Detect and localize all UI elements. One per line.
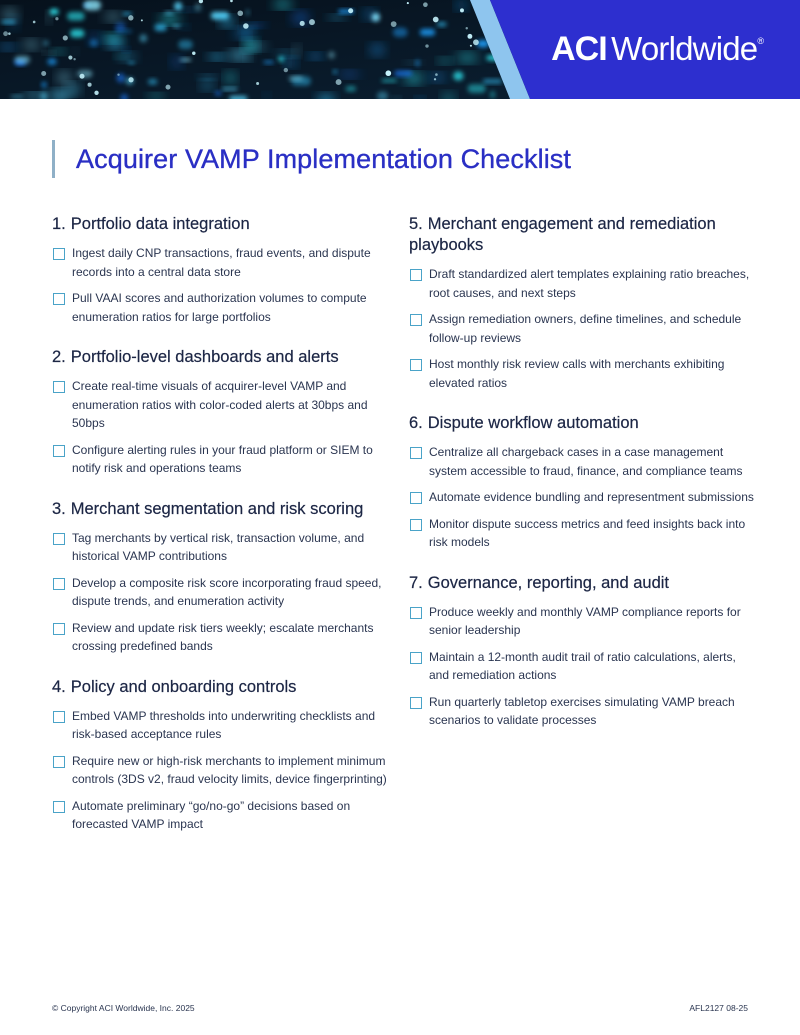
checklist-item <box>409 443 754 480</box>
section-number: 5. <box>409 215 423 233</box>
checkbox-icon[interactable] <box>410 359 422 371</box>
light-dot <box>47 58 56 65</box>
section-heading <box>52 499 387 520</box>
checklist-section <box>52 347 387 478</box>
checklist-item <box>52 441 387 478</box>
section-heading <box>52 214 387 235</box>
checkbox-icon[interactable] <box>53 623 65 635</box>
light-dot <box>289 76 303 80</box>
checklist-item-text: Monitor dispute success metrics and feed insights back into risk models <box>429 516 746 549</box>
light-spark <box>88 83 92 87</box>
light-dot <box>283 60 289 65</box>
light-dot <box>340 72 359 77</box>
light-spark <box>435 73 438 76</box>
checklist-item-text: Produce weekly and monthly VAMP compliance reports for senior leadership <box>429 604 741 637</box>
checklist-section <box>52 499 387 656</box>
light-spark <box>41 71 46 76</box>
light-spark <box>336 79 342 85</box>
light-dot <box>278 56 284 62</box>
light-dot <box>149 94 163 98</box>
light-spark <box>385 70 391 76</box>
light-dot <box>329 15 344 19</box>
section-heading <box>52 677 387 698</box>
light-dot <box>104 34 119 41</box>
light-spark <box>128 15 133 20</box>
light-spark <box>192 52 195 55</box>
checkbox-icon[interactable] <box>410 519 422 531</box>
light-spark <box>128 77 133 82</box>
checklist-item-text: Automate preliminary “go/no-go” decisions based on forecasted VAMP impact <box>72 798 351 831</box>
light-spark <box>68 55 72 59</box>
light-dot <box>453 71 463 80</box>
light-spark <box>256 82 259 85</box>
light-dot <box>490 91 496 99</box>
checkbox-icon[interactable] <box>410 652 422 664</box>
light-dot <box>457 2 466 9</box>
checklist-item-text: Host monthly risk review calls with merchants exhibiting elevated ratios <box>429 357 725 390</box>
light-dot <box>105 13 121 20</box>
checklist-item-text: Require new or high-risk merchants to implement minimum controls (3DS v2, fraud velocity limits, device fingerprinting) <box>72 753 387 786</box>
checkbox-icon[interactable] <box>53 801 65 813</box>
checkbox-icon[interactable] <box>53 578 65 590</box>
light-spark <box>348 8 353 13</box>
light-dot <box>275 2 292 8</box>
light-dot <box>11 95 23 98</box>
section-title: Merchant engagement and remediation playbooks <box>409 215 716 254</box>
light-dot <box>70 29 84 37</box>
checklist-item <box>52 529 387 566</box>
light-dot <box>178 40 193 49</box>
light-dot <box>15 56 30 64</box>
checkbox-icon[interactable] <box>53 293 65 305</box>
light-dot <box>215 91 222 95</box>
light-spark <box>166 85 171 90</box>
light-dot <box>128 61 134 64</box>
section-number: 1. <box>52 215 66 233</box>
light-dot <box>420 29 435 36</box>
light-dot <box>229 96 247 99</box>
checkbox-icon[interactable] <box>53 711 65 723</box>
checklist-item <box>409 648 754 685</box>
light-dot <box>328 51 335 59</box>
left-column <box>52 214 387 855</box>
light-dot <box>394 71 412 76</box>
checkbox-icon[interactable] <box>53 381 65 393</box>
light-dot <box>77 70 92 78</box>
light-spark <box>309 19 315 25</box>
logo-wordmark: Worldwide <box>611 30 758 67</box>
checklist-item-text: Maintain a 12-month audit trail of ratio calculations, alerts, and remediation actions <box>429 649 736 682</box>
section-number: 4. <box>52 677 66 696</box>
light-spark <box>300 21 305 26</box>
light-dot <box>90 39 98 46</box>
checkbox-icon[interactable] <box>53 756 65 768</box>
checklist-item-text: Review and update risk tiers weekly; escalate merchants crossing predefined bands <box>72 620 374 653</box>
light-dot <box>148 79 157 85</box>
checklist-item-text: Embed VAMP thresholds into underwriting checklists and risk-based acceptance rules <box>72 708 376 741</box>
light-dot <box>235 29 254 37</box>
checklist-item <box>52 797 387 834</box>
copyright-notice: © Copyright ACI Worldwide, Inc. 2025 <box>52 1003 195 1013</box>
light-dot <box>180 8 198 12</box>
checklist-item <box>52 619 387 656</box>
checklist-item <box>409 355 754 392</box>
light-dot <box>202 82 213 89</box>
light-dot <box>457 54 477 61</box>
section-heading <box>52 347 387 368</box>
checklist-item-text: Assign remediation owners, define timelines, and schedule follow-up reviews <box>429 312 742 345</box>
light-spark <box>237 10 243 16</box>
checklist-item <box>409 310 754 347</box>
light-dot <box>172 25 180 28</box>
checkbox-icon[interactable] <box>410 447 422 459</box>
light-dot <box>222 87 238 90</box>
light-spark <box>467 34 472 39</box>
light-spark <box>433 17 439 23</box>
checklist-item <box>409 693 754 730</box>
checklist-item <box>52 752 387 789</box>
light-dot <box>174 2 182 11</box>
checklist-item <box>409 265 754 302</box>
light-dot <box>415 59 419 66</box>
light-dot <box>377 92 388 99</box>
light-dot <box>160 16 179 23</box>
checklist-item-text: Tag merchants by vertical risk, transaction volume, and historical VAMP contributions <box>72 530 365 563</box>
light-dot <box>201 75 215 79</box>
section-heading <box>409 214 754 256</box>
checklist-item-text: Draft standardized alert templates explaining ratio breaches, root causes, and next steps <box>429 267 750 300</box>
light-spark <box>73 58 75 60</box>
logo-brand: ACI <box>551 30 607 68</box>
checklist-item-text: Configure alerting rules in your fraud platform or SIEM to notify risk and operations teams <box>72 442 373 475</box>
light-spark <box>407 2 409 4</box>
light-dot <box>483 79 502 84</box>
section-title: Policy and onboarding controls <box>70 677 297 696</box>
registered-mark: ® <box>757 36 764 46</box>
light-dot <box>67 85 79 94</box>
page-title: Acquirer VAMP Implementation Checklist <box>76 144 571 174</box>
light-dot <box>73 49 78 54</box>
checklist-item <box>52 289 387 326</box>
light-dot <box>210 54 225 59</box>
checklist-item <box>52 707 387 744</box>
light-dot <box>1 20 15 24</box>
light-dot <box>195 3 201 11</box>
light-dot <box>345 86 356 92</box>
light-dot <box>67 12 85 21</box>
checkbox-icon[interactable] <box>53 248 65 260</box>
document-code: AFL2127 08-25 <box>689 1003 748 1013</box>
light-dot <box>3 9 17 19</box>
light-dot <box>84 0 101 10</box>
light-dot <box>246 9 250 15</box>
light-dot <box>41 82 46 88</box>
checklist-item-text: Automate evidence bundling and representment submissions <box>429 490 754 504</box>
section-title: Dispute workflow automation <box>427 414 639 432</box>
light-dot <box>140 34 148 42</box>
checklist-item <box>409 515 754 552</box>
checklist-section <box>52 677 387 834</box>
light-dot <box>437 22 447 26</box>
light-dot <box>333 70 337 74</box>
checklist-item-text: Centralize all chargeback cases in a case management system accessible to fraud, finance, and compliance teams <box>429 445 743 478</box>
light-dot <box>439 58 450 63</box>
checklist-item-text: Run quarterly tabletop exercises simulating VAMP breach scenarios to validate processes <box>429 694 735 727</box>
light-dot <box>180 25 188 29</box>
checklist-item-text: Pull VAAI scores and authorization volumes to compute enumeration ratios for large portfolios <box>72 291 367 324</box>
checklist-item <box>52 574 387 611</box>
light-spark <box>473 39 479 45</box>
light-dot <box>115 22 126 31</box>
checklist-section <box>409 214 754 392</box>
light-dot <box>221 17 233 25</box>
light-dot <box>24 41 39 49</box>
light-dot <box>45 51 53 54</box>
checklist-item-text: Ingest daily CNP transactions, fraud events, and dispute records into a central data store <box>72 246 371 279</box>
checkbox-icon[interactable] <box>410 607 422 619</box>
light-dot <box>43 40 49 46</box>
light-dot <box>371 45 384 54</box>
section-number: 7. <box>409 573 423 592</box>
light-spark <box>3 31 8 36</box>
light-spark <box>391 21 397 27</box>
checkbox-icon[interactable] <box>53 533 65 545</box>
light-spark <box>243 23 249 29</box>
checklist-section <box>52 214 387 326</box>
light-dot <box>230 51 248 59</box>
section-title: Portfolio-level dashboards and alerts <box>70 348 339 366</box>
light-spark <box>284 68 288 72</box>
checklist-item <box>409 603 754 640</box>
checklist-item-text: Develop a composite risk score incorporating fraud speed, dispute trends, and enumeration activity <box>72 575 382 608</box>
light-dot <box>120 54 135 61</box>
section-number: 3. <box>52 499 66 518</box>
checklist-item-text: Create real-time visuals of acquirer-level VAMP and enumeration ratios with color-coded alerts at 30bps and 50bps <box>72 379 368 430</box>
light-spark <box>423 2 428 7</box>
light-dot <box>51 91 69 99</box>
checkbox-icon[interactable] <box>410 492 422 504</box>
light-dot <box>50 9 59 15</box>
light-dot <box>382 79 397 83</box>
title-block <box>52 140 571 178</box>
header-banner <box>0 0 800 99</box>
light-dot <box>154 24 166 31</box>
light-dot <box>226 73 235 83</box>
light-dot <box>54 49 65 54</box>
light-spark <box>470 45 472 47</box>
light-dot <box>172 57 181 66</box>
light-dot <box>0 45 16 50</box>
light-dot <box>293 13 308 23</box>
light-spark <box>63 35 68 40</box>
light-spark <box>33 21 36 24</box>
light-dot <box>124 48 129 52</box>
checkbox-icon[interactable] <box>410 314 422 326</box>
checklist-item <box>52 244 387 281</box>
checklist-item <box>409 488 754 507</box>
light-dot <box>277 51 293 56</box>
light-dot <box>264 60 274 64</box>
light-spark <box>80 74 85 79</box>
light-spark <box>466 27 468 29</box>
checklist-section <box>409 573 754 730</box>
light-dot <box>310 54 322 59</box>
section-heading <box>409 573 754 594</box>
checklist-item <box>52 377 387 433</box>
section-number: 6. <box>409 414 423 432</box>
light-dot <box>364 10 375 18</box>
light-spark <box>94 91 98 95</box>
light-spark <box>8 32 11 35</box>
light-dot <box>468 84 486 93</box>
checkbox-icon[interactable] <box>53 445 65 457</box>
checklist-section <box>409 413 754 552</box>
light-dot <box>47 13 51 21</box>
checkbox-icon[interactable] <box>410 269 422 281</box>
light-dot <box>264 93 269 98</box>
light-spark <box>460 8 464 12</box>
light-dot <box>165 11 174 15</box>
section-title: Portfolio data integration <box>70 215 250 233</box>
aci-worldwide-logo <box>551 30 764 69</box>
light-spark <box>141 19 143 21</box>
light-dot <box>180 58 191 62</box>
section-title: Merchant segmentation and risk scoring <box>70 499 364 518</box>
light-dot <box>58 73 70 83</box>
light-dot <box>244 41 256 51</box>
light-dot <box>294 46 300 55</box>
light-spark <box>425 44 428 47</box>
section-title: Governance, reporting, and audit <box>427 573 670 592</box>
section-heading <box>409 413 754 434</box>
light-spark <box>434 78 436 80</box>
right-column <box>409 214 754 751</box>
section-number: 2. <box>52 348 66 366</box>
light-dot <box>123 12 132 15</box>
light-spark <box>55 17 58 20</box>
checkbox-icon[interactable] <box>410 697 422 709</box>
light-dot <box>393 28 408 37</box>
light-spark <box>117 73 119 75</box>
light-dot <box>417 96 424 99</box>
